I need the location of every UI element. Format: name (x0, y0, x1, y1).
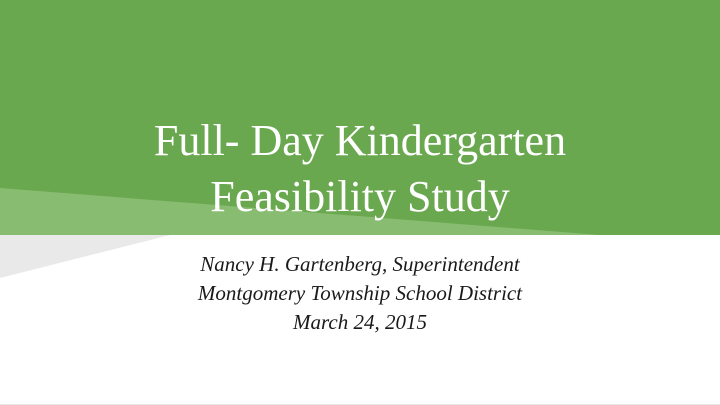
title-line-1: Full- Day Kindergarten (153, 116, 567, 165)
date-line: March 24, 2015 (293, 310, 427, 334)
slide-title (0, 113, 720, 225)
title-line-2: Feasibility Study (210, 172, 510, 221)
presenter-line: Nancy H. Gartenberg, Superintendent (200, 252, 520, 276)
district-line: Montgomery Township School District (197, 281, 523, 305)
slide-subtitle (0, 250, 720, 337)
